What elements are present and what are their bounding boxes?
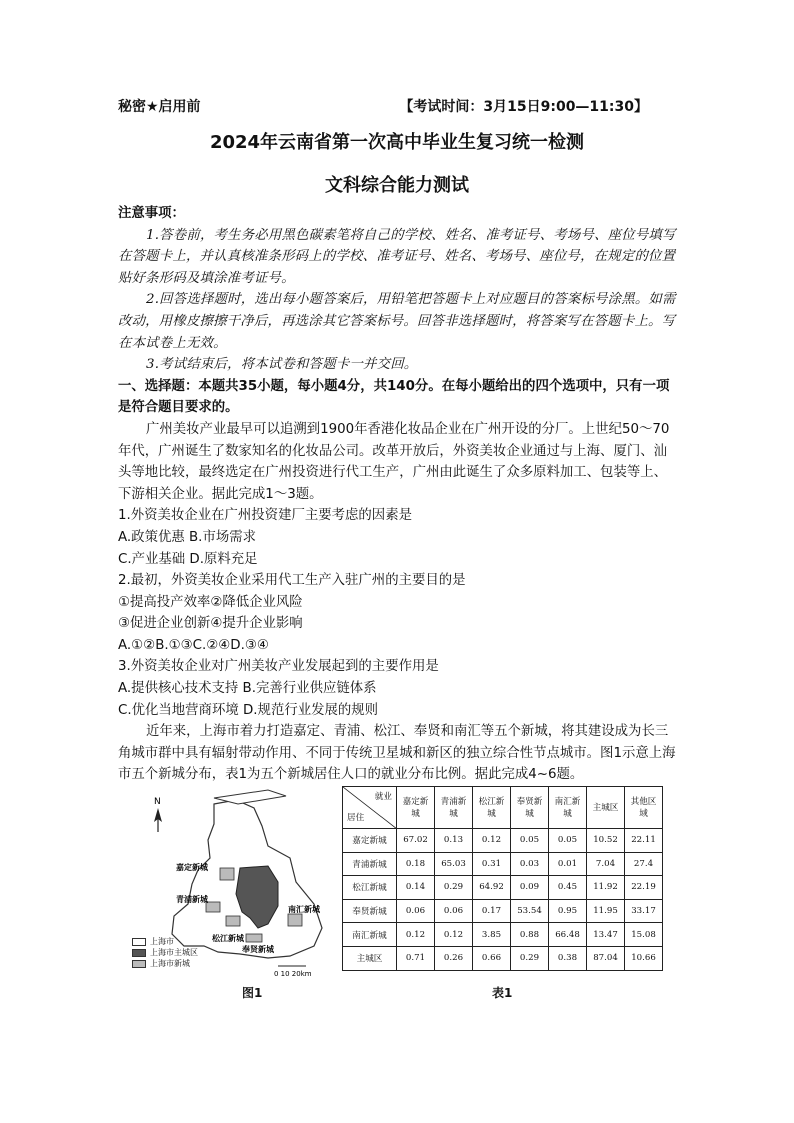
question-1-stem: 1.外资美妆企业在广州投资建厂主要考虑的因素是 bbox=[118, 508, 412, 524]
table-cell: 0.13 bbox=[435, 829, 473, 853]
row-header: 南汇新城 bbox=[343, 923, 397, 947]
column-header: 南汇新城 bbox=[549, 787, 587, 829]
table-cell: 0.09 bbox=[511, 876, 549, 900]
label-qingpu: 青浦新城 bbox=[176, 895, 208, 904]
table-cell: 0.45 bbox=[549, 876, 587, 900]
table-cell: 0.18 bbox=[397, 852, 435, 876]
map-legend bbox=[132, 936, 198, 969]
table-row bbox=[343, 829, 663, 853]
table-cell: 0.03 bbox=[511, 852, 549, 876]
table-cell: 10.52 bbox=[587, 829, 625, 853]
table-cell: 0.29 bbox=[435, 876, 473, 900]
table-row bbox=[343, 923, 663, 947]
question-1-options-cd: C.产业基础 D.原料充足 bbox=[118, 551, 258, 567]
column-header: 青浦新城 bbox=[435, 787, 473, 829]
notice-item-1: 1.答卷前，考生务必用黑色碳素笔将自己的学校、姓名、准考证号、考场号、座位号填写在答题卡上，并认真核准条形码上的学校、准考证号、姓名、考场号、座位号，在规定的位置贴好条形码及填涂准考证号。 bbox=[118, 227, 676, 286]
exam-title: 2024年云南省第一次高中毕业生复习统一检测 bbox=[209, 132, 585, 153]
question-2-options: A.①②B.①③C.②④D.③④ bbox=[118, 637, 269, 653]
question-2-stem: 2.最初，外资美妆企业采用代工生产入驻广州的主要目的是 bbox=[118, 573, 466, 589]
table-cell: 27.4 bbox=[625, 852, 663, 876]
table-cell: 0.38 bbox=[549, 946, 587, 970]
table-cell: 0.29 bbox=[511, 946, 549, 970]
shanghai-map bbox=[118, 786, 338, 1004]
label-nanhui: 南汇新城 bbox=[288, 905, 320, 914]
table-cell: 0.88 bbox=[511, 923, 549, 947]
table-1-caption: 表1 bbox=[492, 986, 513, 1000]
table-cell: 0.26 bbox=[435, 946, 473, 970]
question-2-items-12: ①提高投产效率②降低企业风险 bbox=[118, 594, 303, 610]
exam-time: 【考试时间：3月15日9:00—11:30】 bbox=[399, 99, 648, 115]
table-cell: 64.92 bbox=[473, 876, 511, 900]
table-cell: 65.03 bbox=[435, 852, 473, 876]
table-cell: 0.06 bbox=[435, 899, 473, 923]
table-cell: 0.71 bbox=[397, 946, 435, 970]
table-cell: 67.02 bbox=[397, 829, 435, 853]
row-header: 奉贤新城 bbox=[343, 899, 397, 923]
table-cell: 0.06 bbox=[397, 899, 435, 923]
table-cell: 33.17 bbox=[625, 899, 663, 923]
table-cell: 87.04 bbox=[587, 946, 625, 970]
legend-new-town: 上海市新城 bbox=[132, 958, 198, 969]
table-cell: 66.48 bbox=[549, 923, 587, 947]
header bbox=[118, 96, 648, 116]
table-cell: 15.08 bbox=[625, 923, 663, 947]
row-header: 松江新城 bbox=[343, 876, 397, 900]
table-cell: 7.04 bbox=[587, 852, 625, 876]
notice-heading: 注意事项： bbox=[118, 206, 185, 221]
label-fengxian: 奉贤新城 bbox=[242, 945, 274, 954]
question-2-items-34: ③促进企业创新④提升企业影响 bbox=[118, 616, 303, 632]
table-row bbox=[343, 946, 663, 970]
table-cell: 0.05 bbox=[549, 829, 587, 853]
table-cell: 0.01 bbox=[549, 852, 587, 876]
exam-subtitle: 文科综合能力测试 bbox=[325, 175, 469, 196]
table-cell: 53.54 bbox=[511, 899, 549, 923]
table-cell: 0.05 bbox=[511, 829, 549, 853]
table-cell: 22.19 bbox=[625, 876, 663, 900]
north-arrow-icon bbox=[154, 808, 162, 832]
confidential-mark: 秘密★启用前 bbox=[118, 99, 201, 115]
table-cell: 11.92 bbox=[587, 876, 625, 900]
table-cell: 0.66 bbox=[473, 946, 511, 970]
figure-1-caption: 图1 bbox=[242, 986, 263, 1000]
table-cell: 0.14 bbox=[397, 876, 435, 900]
figure-1-map bbox=[118, 786, 338, 1004]
table-cell: 22.11 bbox=[625, 829, 663, 853]
section-heading: 一、选择题：本题共35小题，每小题4分，共140分。在每小题给出的四个选项中，只有一项是符合题目要求的。 bbox=[118, 378, 670, 416]
table-cell: 0.12 bbox=[473, 829, 511, 853]
table-cell: 11.95 bbox=[587, 899, 625, 923]
label-songjiang: 松江新城 bbox=[212, 934, 244, 943]
table-row bbox=[343, 852, 663, 876]
table-cell: 0.12 bbox=[397, 923, 435, 947]
nanhui-new-town bbox=[288, 914, 302, 926]
table-corner-cell bbox=[343, 787, 397, 829]
table-1-container bbox=[342, 786, 676, 1004]
table-cell: 0.31 bbox=[473, 852, 511, 876]
question-3-options-ab: A.提供核心技术支持 B.完善行业供应链体系 bbox=[118, 681, 377, 697]
row-header: 嘉定新城 bbox=[343, 829, 397, 853]
notice-item-2: 2.回答选择题时，选出每小题答案后，用铅笔把答题卡上对应题目的答案标号涂黑。如需改动，用橡皮擦擦干净后，再选涂其它答案标号。回答非选择题时，将答案写在答题卡上。写在本试卷上无效。 bbox=[118, 292, 676, 351]
notice-item-3: 3.考试结束后，将本试卷和答题卡一并交回。 bbox=[146, 357, 418, 373]
table-cell: 0.12 bbox=[435, 923, 473, 947]
table-cell: 3.85 bbox=[473, 923, 511, 947]
table-cell: 0.17 bbox=[473, 899, 511, 923]
legend-main-city: 上海市主城区 bbox=[132, 947, 198, 958]
exam-body bbox=[118, 203, 678, 786]
figures bbox=[118, 786, 676, 1004]
row-header: 青浦新城 bbox=[343, 852, 397, 876]
employment-table bbox=[342, 786, 663, 971]
legend-shanghai: 上海市 bbox=[132, 936, 198, 947]
row-header: 主城区 bbox=[343, 946, 397, 970]
column-header: 松江新城 bbox=[473, 787, 511, 829]
question-3-stem: 3.外资美妆企业对广州美妆产业发展起到的主要作用是 bbox=[118, 659, 439, 675]
passage-2: 近年来，上海市着力打造嘉定、青浦、松江、奉贤和南汇等五个新城，将其建设成为长三角城市群中具有辐射带动作用、不同于传统卫星城和新区的独立综合性节点城市。图1示意上海市五个新城分布，表1为五个新城居住人口的就业分布比例。据此完成4~6题。 bbox=[118, 724, 676, 783]
songjiang-new-town bbox=[226, 916, 240, 926]
table-cell: 10.66 bbox=[625, 946, 663, 970]
question-3-options-cd: C.优化当地营商环境 D.规范行业发展的规则 bbox=[118, 702, 379, 718]
scale-label: 0 10 20km bbox=[274, 970, 312, 978]
column-header: 主城区 bbox=[587, 787, 625, 829]
table-cell: 13.47 bbox=[587, 923, 625, 947]
jiading-new-town bbox=[220, 868, 234, 880]
question-1-options-ab: A.政策优惠 B.市场需求 bbox=[118, 529, 257, 545]
north-label: N bbox=[154, 797, 161, 807]
table-row bbox=[343, 899, 663, 923]
qingpu-new-town bbox=[206, 902, 220, 912]
fengxian-new-town bbox=[246, 934, 262, 942]
column-header: 嘉定新城 bbox=[397, 787, 435, 829]
column-header: 其他区域 bbox=[625, 787, 663, 829]
passage-1: 广州美妆产业最早可以追溯到1900年香港化妆品企业在广州开设的分厂。上世纪50～70年代，广州诞生了数家知名的化妆品公司。改革开放后，外资美妆企业通过与上海、厦门、汕头等地比较，最终选定在广州投资进行代工生产，广州由此诞生了众多原料加工、包装等上、下游相关企业。据此完成1～3题。 bbox=[118, 421, 670, 502]
corner-bottom-label: 居住 bbox=[347, 813, 365, 823]
label-jiading: 嘉定新城 bbox=[176, 863, 208, 872]
column-header: 奉贤新城 bbox=[511, 787, 549, 829]
table-row bbox=[343, 876, 663, 900]
corner-top-label: 就业 bbox=[374, 792, 392, 802]
table-cell: 0.95 bbox=[549, 899, 587, 923]
table-header-row bbox=[343, 787, 663, 829]
